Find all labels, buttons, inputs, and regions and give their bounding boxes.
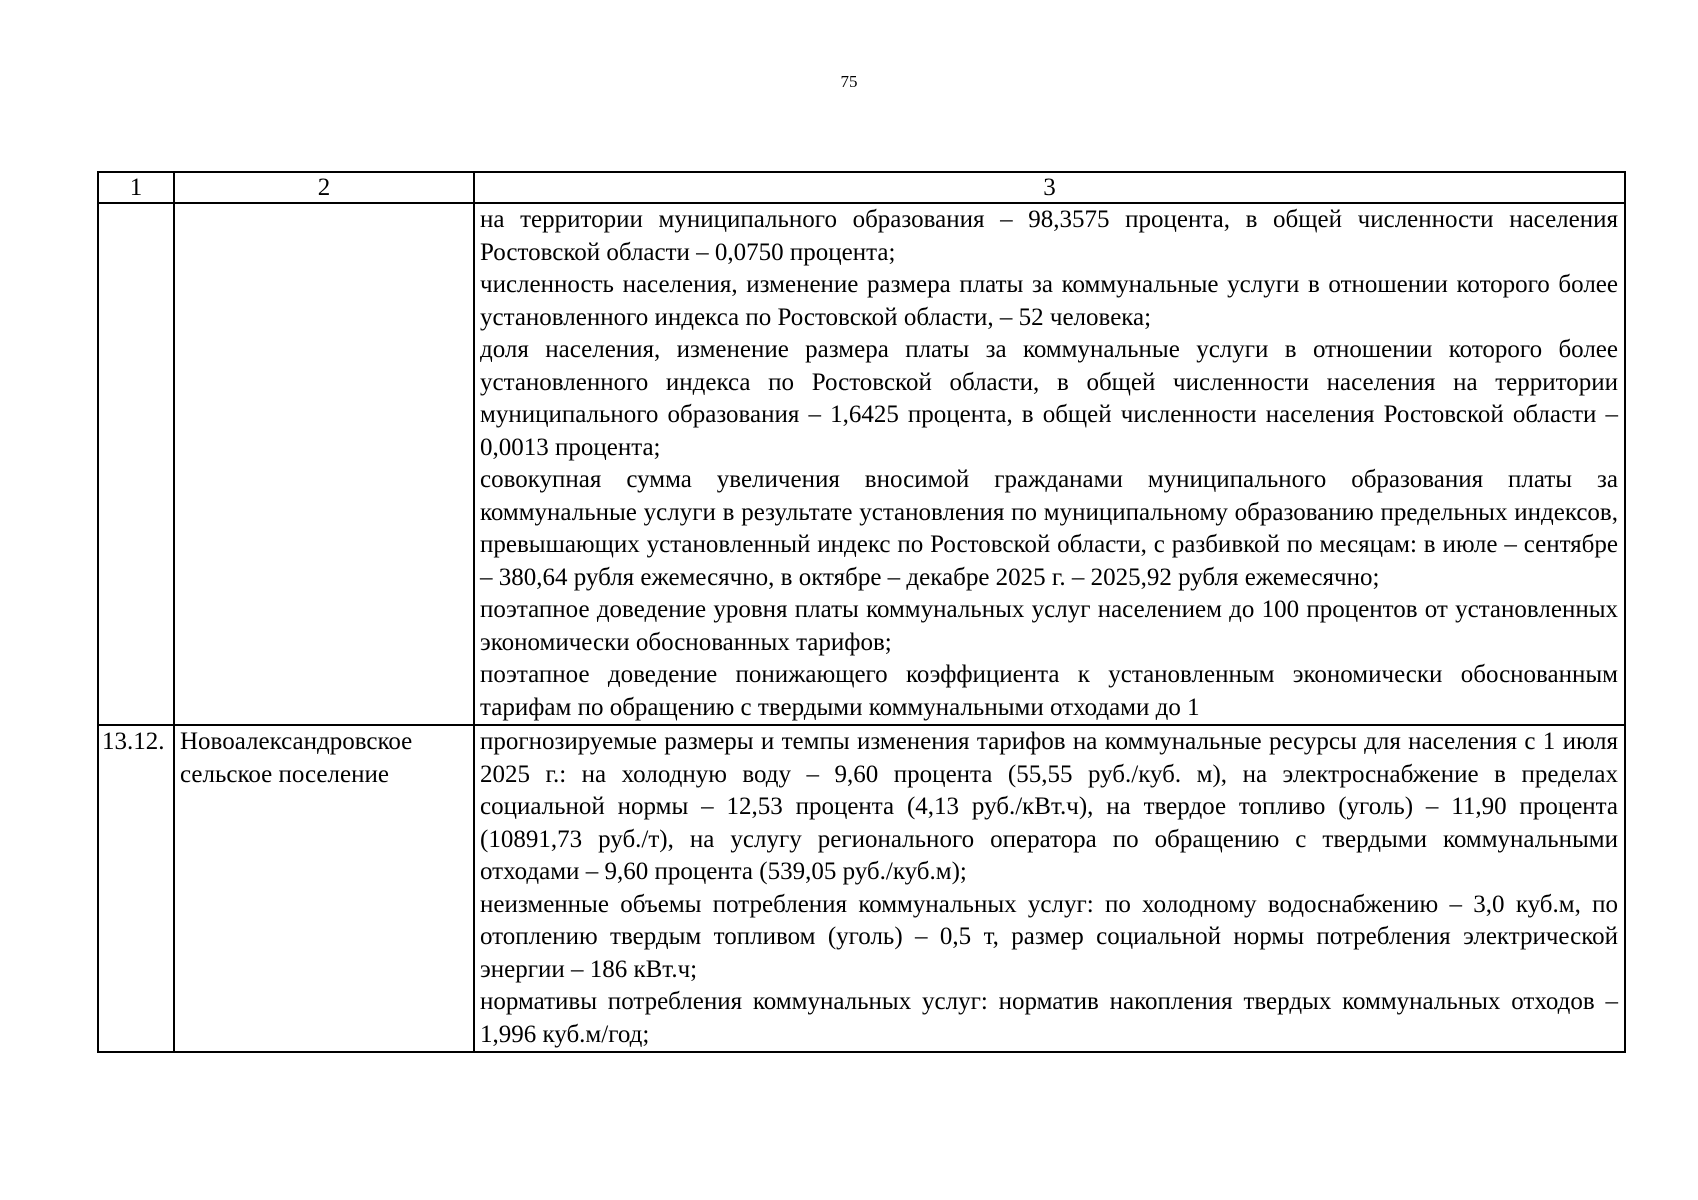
description-paragraph: поэтапное доведение понижающего коэффициента к установленным экономически обоснованным тарифам по обращению с твердыми коммунальными отходами до 1 — [480, 661, 1618, 721]
table-row — [98, 203, 1625, 725]
description-paragraph: поэтапное доведение уровня платы коммунальных услуг населением до 100 процентов от установленных экономически обоснованных тарифов; — [480, 596, 1618, 656]
column-header-3: 3 — [474, 172, 1625, 203]
municipality-name: Новоалександровское сельское поселение — [174, 725, 474, 1052]
description-paragraph: прогнозируемые размеры и темпы изменения тарифов на коммунальные ресурсы для населения с 1 июля 2025 г.: на холодную воду – 9,60 процента (55,55 руб./куб. м), на электроснабжение в пределах социальной нормы – 12,53 процента (4,13 руб./кВт.ч), на твердое топливо (уголь) – 11,90 процента (10891,73 руб./т), на услугу регионального оператора по обращению с твердыми коммунальными отходами – 9,60 процента (539,05 руб./куб.м); — [480, 728, 1618, 885]
description-paragraph: на территории муниципального образования – 98,3575 процента, в общей численности населения Ростовской области – 0,0750 процента; — [480, 206, 1618, 266]
table-row — [98, 725, 1625, 1052]
description-paragraph: нормативы потребления коммунальных услуг: норматив накопления твердых коммунальных отходов – 1,996 куб.м/год; — [480, 988, 1618, 1048]
column-header-1: 1 — [98, 172, 174, 203]
row-number: 13.12. — [98, 725, 174, 1052]
description-paragraph: совокупная сумма увеличения вносимой гражданами муниципального образования платы за коммунальные услуги в результате установления по муниципальному образованию предельных индексов, превышающих установленный индекс по Ростовской области, с разбивкой по месяцам: в июле – сентябре – 380,64 рубля ежемесячно, в октябре – декабре 2025 г. – 2025,92 рубля ежемесячно; — [480, 466, 1618, 591]
page-number: 75 — [840, 72, 858, 91]
row-description — [474, 203, 1625, 725]
description-paragraph: численность населения, изменение размера платы за коммунальные услуги в отношении которого более установленного индекса по Ростовской области, – 52 человека; — [480, 271, 1618, 331]
row-description — [474, 725, 1625, 1052]
description-paragraph: доля населения, изменение размера платы за коммунальные услуги в отношении которого более установленного индекса по Ростовской области, в общей численности населения на территории муниципального образования – 1,6425 процента, в общей численности населения Ростовской области – 0,0013 процента; — [480, 336, 1618, 461]
table-header-row — [98, 172, 1625, 203]
description-paragraph: неизменные объемы потребления коммунальных услуг: по холодному водоснабжению – 3,0 куб.м, по отоплению твердым топливом (уголь) – 0,5 т, размер социальной нормы потребления электрической энергии – 186 кВт.ч; — [480, 890, 1618, 983]
document-table — [97, 171, 1626, 1053]
row-number — [98, 203, 174, 725]
column-header-2: 2 — [174, 172, 474, 203]
municipality-name — [174, 203, 474, 725]
